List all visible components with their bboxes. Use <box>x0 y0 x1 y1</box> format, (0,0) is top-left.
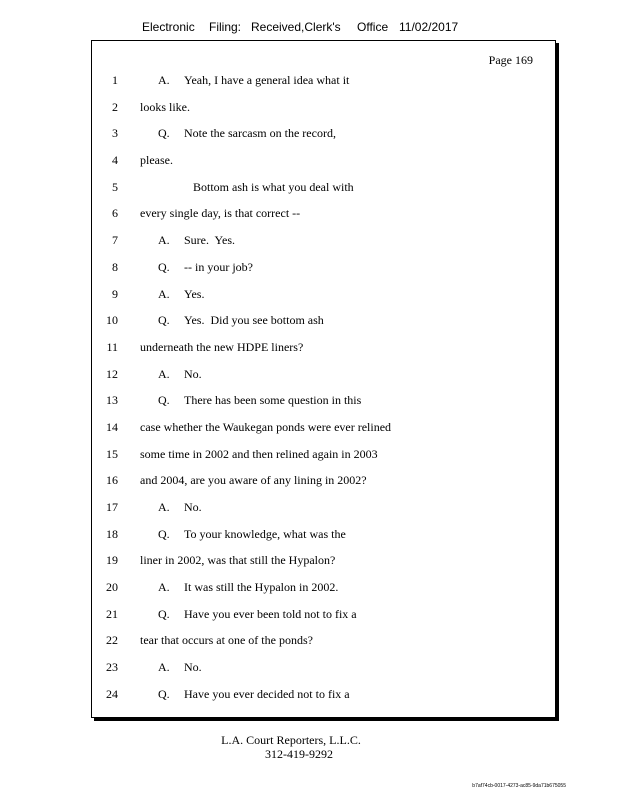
transcript-line <box>92 307 555 334</box>
line-text <box>140 414 391 441</box>
transcript-line <box>92 334 555 361</box>
line-text <box>158 681 350 708</box>
line-body: some time in 2002 and then relined again in 2003 <box>140 446 378 461</box>
line-number: 16 <box>106 473 118 488</box>
line-text <box>140 200 300 227</box>
line-text <box>158 120 336 147</box>
line-body: Yes. Did you see bottom ash <box>184 313 324 328</box>
speaker-marker: Q. <box>158 313 170 328</box>
header-word-date: 11/02/2017 <box>399 20 459 34</box>
transcript-line <box>92 120 555 147</box>
line-number: 4 <box>112 153 118 168</box>
transcript-line <box>92 654 555 681</box>
line-body: looks like. <box>140 99 190 114</box>
speaker-marker: A. <box>158 366 170 381</box>
line-text <box>140 94 190 121</box>
transcript-line <box>92 627 555 654</box>
line-text <box>140 467 367 494</box>
line-text <box>140 547 335 574</box>
line-text <box>158 387 361 414</box>
speaker-marker: A. <box>158 286 170 301</box>
line-text <box>140 147 173 174</box>
line-body: liner in 2002, was that still the Hypalon? <box>140 553 336 568</box>
line-number: 8 <box>112 259 118 274</box>
speaker-marker: A. <box>158 660 170 675</box>
transcript-line <box>92 254 555 281</box>
line-text <box>140 334 303 361</box>
header-word-office: Office <box>357 20 389 34</box>
transcript-line <box>92 227 555 254</box>
speaker-marker: Q. <box>158 686 170 701</box>
line-number: 10 <box>106 313 118 328</box>
line-body: Yes. <box>184 286 205 301</box>
transcript-line <box>92 147 555 174</box>
document-hash: b7af74cb-0017-4273-ac85-9da71b675055 <box>472 783 566 789</box>
line-body: underneath the new HDPE liners? <box>140 339 304 354</box>
court-reporter-phone: 312-419-9292 <box>265 747 333 761</box>
speaker-marker: Q. <box>158 126 170 141</box>
speaker-marker: Q. <box>158 393 170 408</box>
line-text <box>158 254 253 281</box>
transcript-line <box>92 547 555 574</box>
transcript-page-frame <box>91 40 556 718</box>
speaker-marker: A. <box>158 233 170 248</box>
transcript-line <box>92 361 555 388</box>
transcript-line <box>92 67 555 94</box>
line-body: and 2004, are you aware of any lining in 2002? <box>140 473 367 488</box>
line-number: 12 <box>106 366 118 381</box>
line-number: 22 <box>106 633 118 648</box>
transcript-line <box>92 574 555 601</box>
line-text <box>158 521 346 548</box>
line-number: 19 <box>106 553 118 568</box>
line-body: No. <box>184 500 202 514</box>
speaker-marker: A. <box>158 73 170 87</box>
line-text <box>140 627 313 654</box>
speaker-marker: Q. <box>158 526 170 541</box>
line-body: Note the sarcasm on the record, <box>184 126 336 141</box>
line-body: every single day, is that correct -- <box>140 206 301 221</box>
transcript-line <box>92 467 555 494</box>
line-text <box>158 601 357 628</box>
line-body: It was still the Hypalon in 2002. <box>184 580 339 595</box>
line-text <box>158 281 204 308</box>
line-number: 21 <box>106 606 118 621</box>
line-number: 17 <box>106 500 118 514</box>
line-number: 18 <box>106 526 118 541</box>
line-number: 24 <box>106 686 118 701</box>
line-body: Have you ever been told not to fix a <box>184 606 357 621</box>
page-number: Page 169 <box>488 53 533 67</box>
speaker-marker: Q. <box>158 606 170 621</box>
line-number: 9 <box>112 286 118 301</box>
transcript-line <box>92 681 555 708</box>
line-text <box>158 574 338 601</box>
line-body: No. <box>184 660 202 675</box>
line-body: -- in your job? <box>184 259 253 274</box>
transcript-line <box>92 441 555 468</box>
line-body: case whether the Waukegan ponds were ever relined <box>140 419 392 434</box>
line-body: Yeah, I have a general idea what it <box>184 73 350 87</box>
transcript-line <box>92 281 555 308</box>
line-number: 13 <box>106 393 118 408</box>
line-body: please. <box>140 153 173 168</box>
transcript-line <box>92 174 555 201</box>
speaker-marker: A. <box>158 580 170 595</box>
transcript-line <box>92 414 555 441</box>
line-text <box>158 361 202 388</box>
footer <box>0 733 618 761</box>
line-body: tear that occurs at one of the ponds? <box>140 633 313 648</box>
line-text <box>158 307 324 334</box>
line-number: 1 <box>112 73 118 87</box>
header-word-electronic: Electronic <box>142 20 195 34</box>
line-number: 20 <box>106 580 118 595</box>
header-word-filing: Filing: <box>209 20 242 34</box>
speaker-marker: A. <box>158 500 170 514</box>
line-body: Bottom ash is what you deal with <box>193 179 354 194</box>
line-body: Sure. Yes. <box>184 233 236 248</box>
line-body: To your knowledge, what was the <box>184 526 346 541</box>
line-text <box>158 494 202 521</box>
line-number: 3 <box>112 126 118 141</box>
line-number: 11 <box>106 339 118 354</box>
line-body: There has been some question in this <box>184 393 362 408</box>
transcript-lines <box>92 67 555 708</box>
transcript-line <box>92 94 555 121</box>
line-text <box>158 654 202 681</box>
line-number: 14 <box>106 419 118 434</box>
transcript-line <box>92 494 555 521</box>
line-text <box>158 227 235 254</box>
line-body: Have you ever decided not to fix a <box>184 686 350 701</box>
line-text <box>193 174 354 201</box>
transcript-line <box>92 387 555 414</box>
transcript-line <box>92 521 555 548</box>
line-body: No. <box>184 366 202 381</box>
line-text <box>158 67 349 94</box>
line-number: 23 <box>106 660 118 675</box>
line-number: 2 <box>112 99 118 114</box>
court-reporter-name: L.A. Court Reporters, L.L.C. <box>221 733 361 747</box>
line-text <box>140 441 378 468</box>
line-number: 7 <box>112 233 118 248</box>
line-number: 15 <box>106 446 118 461</box>
line-number: 5 <box>112 179 118 194</box>
transcript-line <box>92 601 555 628</box>
line-number: 6 <box>112 206 118 221</box>
header-word-received: Received,Clerk's <box>251 20 341 34</box>
speaker-marker: Q. <box>158 259 170 274</box>
transcript-line <box>92 200 555 227</box>
